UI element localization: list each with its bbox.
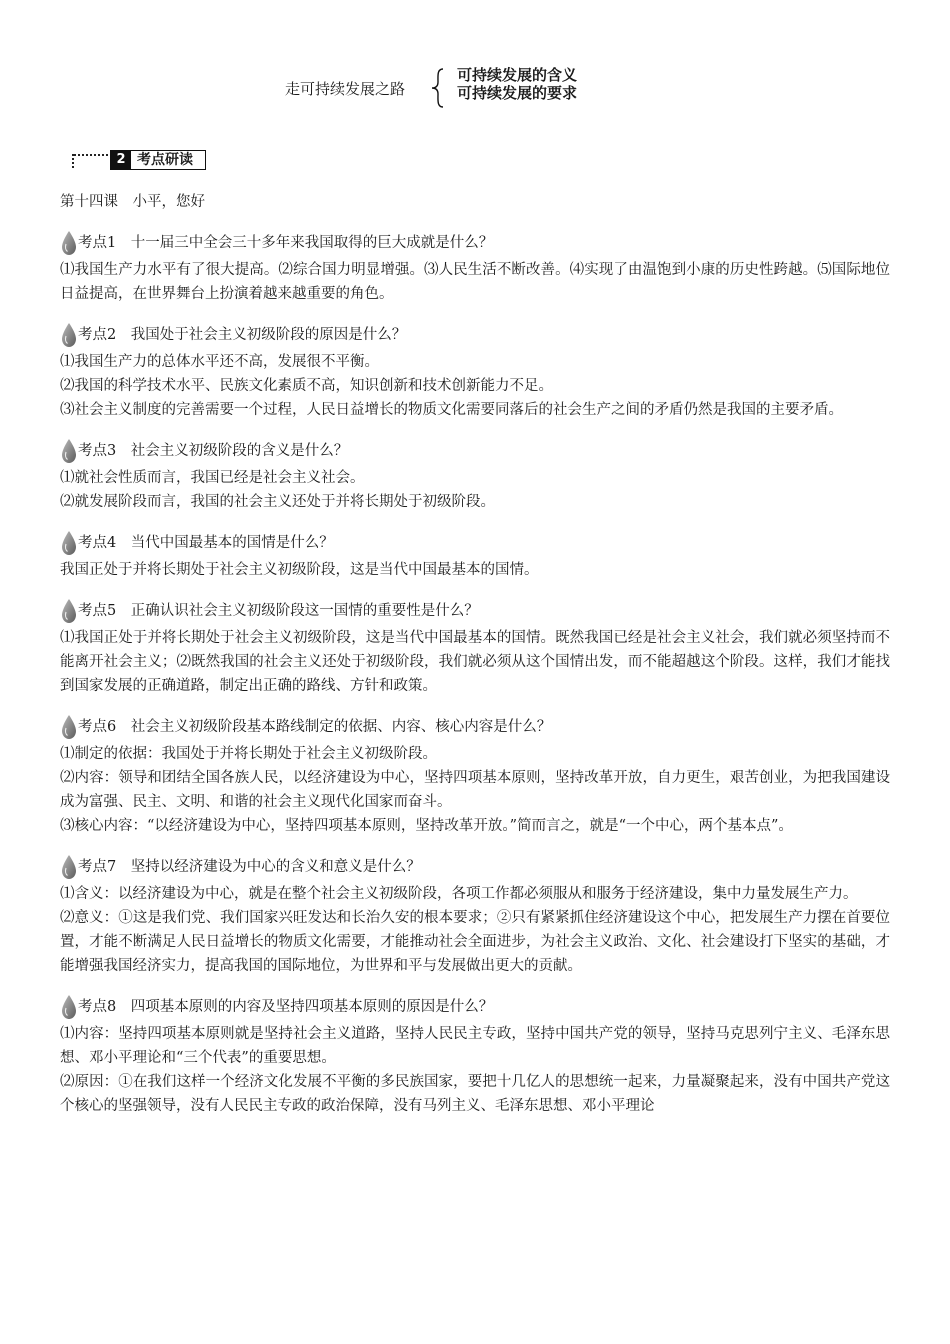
answer-paragraph: ⑴就社会性质而言，我国已经是社会主义社会。 <box>60 470 365 486</box>
kaodian-block <box>60 852 890 978</box>
kaodian-answer <box>60 742 890 838</box>
kaodian-answer <box>60 258 890 306</box>
answer-paragraph: ⑵就发展阶段而言，我国的社会主义还处于并将长期处于初级阶段。 <box>60 494 495 510</box>
kaodian-question <box>60 992 890 1022</box>
water-drop-icon <box>60 230 78 256</box>
dotted-line <box>74 154 108 156</box>
answer-paragraph: ⑴我国生产力的总体水平还不高，发展很不平衡。 <box>60 354 379 370</box>
outline-branch: 可持续发展的含义 <box>457 66 578 84</box>
water-drop-icon <box>60 322 78 348</box>
kaodian-label: 考点7 <box>78 859 117 875</box>
kaodian-question-text: 我国处于社会主义初级阶段的原因是什么？ <box>130 327 407 343</box>
outline-root: 走可持续发展之路 <box>285 80 406 98</box>
kaodian-question-text: 当代中国最基本的国情是什么？ <box>130 535 334 551</box>
kaodian-label: 考点4 <box>78 535 117 551</box>
answer-paragraph: ⑵意义：①这是我们党、我们国家兴旺发达和长治久安的根本要求；②只有紧紧抓住经济建设这个中心，把发展生产力摆在首要位置，才能不断满足人民日益增长的物质文化需要，才能推动社会全面进步，为社会主义政治、文化、社会建设打下坚实的基础，才能增强我国经济实力，提高我国的国际地位，为世界和平与发展做出更大的贡献。 <box>60 910 890 974</box>
water-drop-icon <box>60 994 78 1020</box>
answer-paragraph: ⑵我国的科学技术水平、民族文化素质不高，知识创新和技术创新能力不足。 <box>60 378 553 394</box>
kaodian-label: 考点8 <box>78 999 117 1015</box>
answer-paragraph: ⑵内容：领导和团结全国各族人民，以经济建设为中心，坚持四项基本原则，坚持改革开放，自力更生，艰苦创业，为把我国建设成为富强、民主、文明、和谐的社会主义现代化国家而奋斗。 <box>60 770 890 810</box>
water-drop-icon <box>60 438 78 464</box>
kaodian-label: 考点3 <box>78 443 117 459</box>
kaodian-answer <box>60 466 890 514</box>
kaodian-answer <box>60 350 890 422</box>
section-number: 2 <box>111 151 131 169</box>
kaodian-answer <box>60 882 890 978</box>
kaodian-label: 考点6 <box>78 719 117 735</box>
answer-paragraph: ⑵原因：①在我们这样一个经济文化发展不平衡的多民族国家，要把十几亿人的思想统一起来，力量凝聚起来，没有中国共产党这个核心的坚强领导，没有人民民主专政的政治保障，没有马列主义、毛泽东思想、邓小平理论 <box>60 1074 890 1114</box>
kaodian-block <box>60 992 890 1118</box>
dotted-bracket-icon <box>72 154 76 168</box>
water-drop-icon <box>60 714 78 740</box>
answer-paragraph: ⑶社会主义制度的完善需要一个过程，人民日益增长的物质文化需要同落后的社会生产之间的矛盾仍然是我国的主要矛盾。 <box>60 402 843 418</box>
water-drop-icon <box>60 598 78 624</box>
answer-paragraph: ⑴含义：以经济建设为中心，就是在整个社会主义初级阶段，各项工作都必须服从和服务于经济建设，集中力量发展生产力。 <box>60 886 858 902</box>
water-drop-icon <box>60 854 78 880</box>
water-drop-icon <box>60 530 78 556</box>
answer-paragraph: ⑴制定的依据：我国处于并将长期处于社会主义初级阶段。 <box>60 746 437 762</box>
kaodian-block <box>60 320 890 422</box>
kaodian-question <box>60 528 890 558</box>
section-header <box>72 150 222 172</box>
kaodian-answer <box>60 626 890 698</box>
kaodian-question-text: 正确认识社会主义初级阶段这一国情的重要性是什么？ <box>130 603 479 619</box>
outline-branches <box>457 66 577 102</box>
kaodian-question <box>60 596 890 626</box>
kaodian-list <box>60 228 890 1132</box>
kaodian-question <box>60 712 890 742</box>
kaodian-label: 考点2 <box>78 327 117 343</box>
kaodian-block <box>60 712 890 838</box>
kaodian-question-text: 坚持以经济建设为中心的含义和意义是什么？ <box>130 859 421 875</box>
kaodian-question <box>60 320 890 350</box>
answer-paragraph: ⑴我国正处于并将长期处于社会主义初级阶段，这是当代中国最基本的国情。既然我国已经是社会主义社会，我们就必须坚持而不能离开社会主义；⑵既然我国的社会主义还处于初级阶段，我们就必须从这个国情出发，而不能超越这个阶段。这样，我们才能找到国家发展的正确道路，制定出正确的路线、方针和政策。 <box>60 630 890 694</box>
left-brace-icon <box>431 68 445 108</box>
section-badge <box>110 150 206 170</box>
answer-paragraph: 我国正处于并将长期处于社会主义初级阶段，这是当代中国最基本的国情。 <box>60 562 539 578</box>
kaodian-label: 考点1 <box>78 235 117 251</box>
kaodian-block <box>60 228 890 306</box>
kaodian-question-text: 社会主义初级阶段的含义是什么？ <box>130 443 349 459</box>
kaodian-block <box>60 528 890 582</box>
kaodian-answer <box>60 558 890 582</box>
kaodian-block <box>60 596 890 698</box>
lesson-title: 第十四课 小平，您好 <box>60 194 205 210</box>
outline-branch: 可持续发展的要求 <box>457 84 578 102</box>
answer-paragraph: ⑴内容：坚持四项基本原则就是坚持社会主义道路，坚持人民民主专政，坚持中国共产党的领导，坚持马克思列宁主义、毛泽东思想、邓小平理论和“三个代表”的重要思想。 <box>60 1026 890 1066</box>
kaodian-question-text: 四项基本原则的内容及坚持四项基本原则的原因是什么？ <box>130 999 494 1015</box>
kaodian-question <box>60 852 890 882</box>
kaodian-block <box>60 436 890 514</box>
kaodian-answer <box>60 1022 890 1118</box>
kaodian-label: 考点5 <box>78 603 117 619</box>
kaodian-question-text: 社会主义初级阶段基本路线制定的依据、内容、核心内容是什么？ <box>130 719 552 735</box>
section-title: 考点研读 <box>137 152 193 168</box>
knowledge-outline <box>285 66 645 112</box>
kaodian-question <box>60 436 890 466</box>
answer-paragraph: ⑴我国生产力水平有了很大提高。⑵综合国力明显增强。⑶人民生活不断改善。⑷实现了由温饱到小康的历史性跨越。⑸国际地位日益提高，在世界舞台上扮演着越来越重要的角色。 <box>60 262 890 302</box>
kaodian-question-text: 十一届三中全会三十多年来我国取得的巨大成就是什么？ <box>130 235 494 251</box>
kaodian-question <box>60 228 890 258</box>
answer-paragraph: ⑶核心内容：“以经济建设为中心，坚持四项基本原则，坚持改革开放。”简而言之，就是“一个中心，两个基本点”。 <box>60 818 793 834</box>
